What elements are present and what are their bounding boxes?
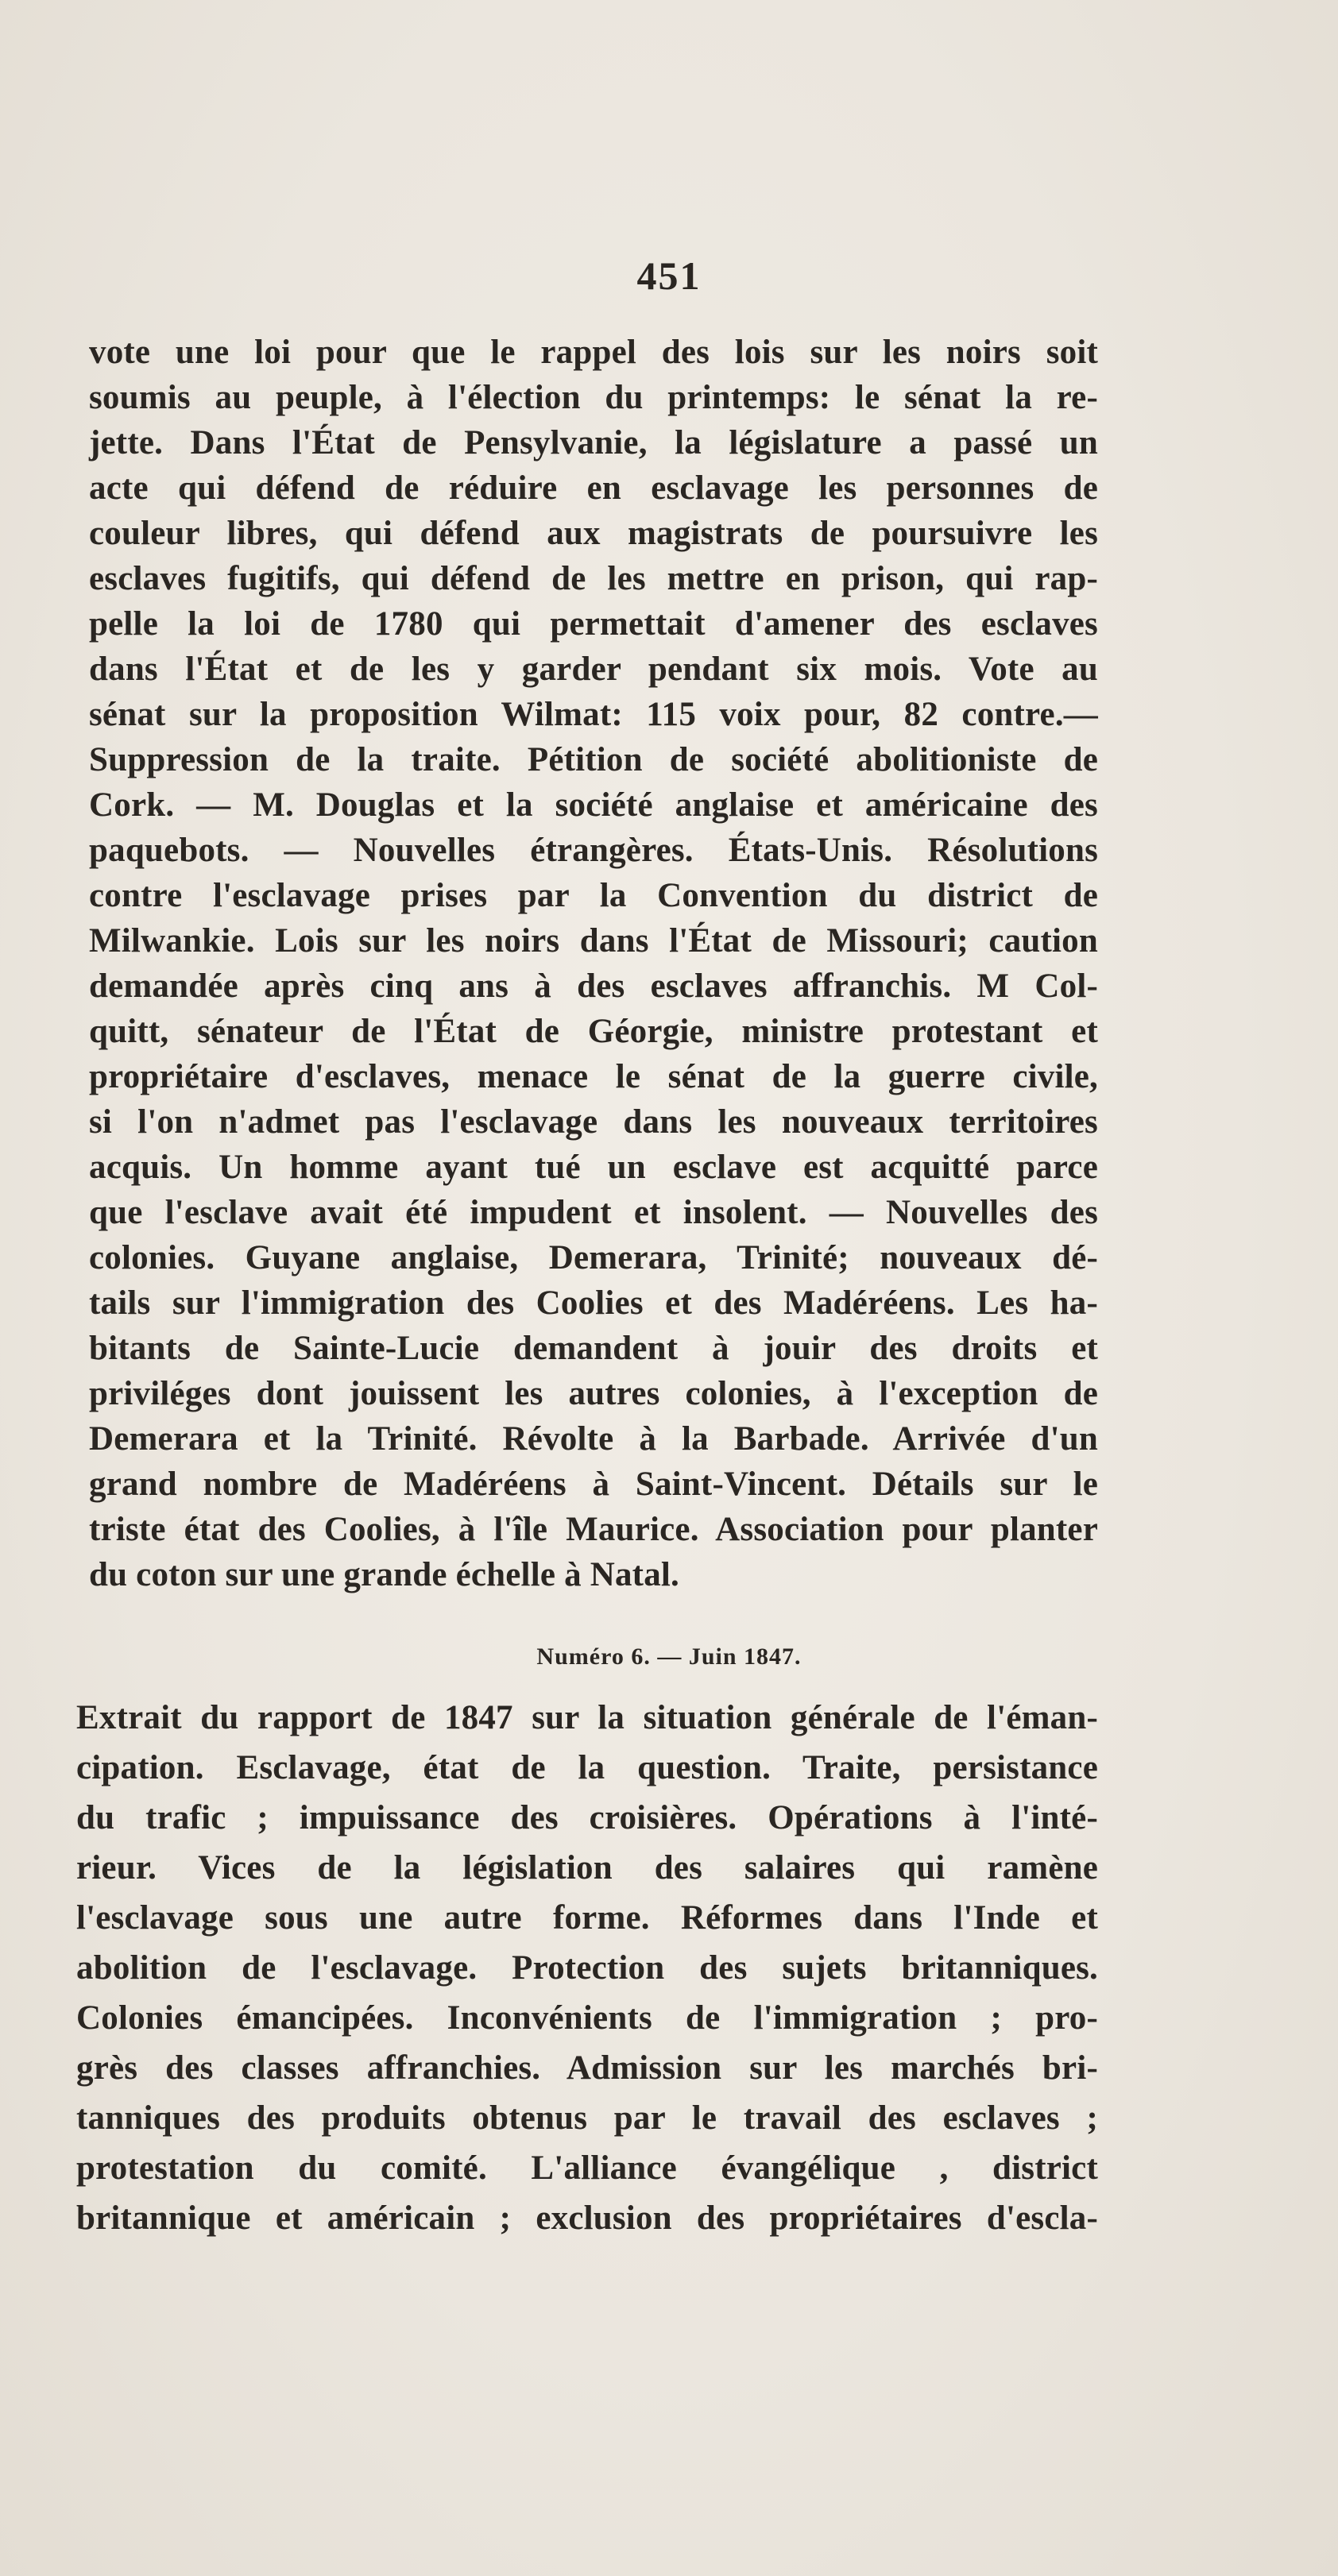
text-line: dans l'État et de les y garder pendant six mois. Vote au [89,651,1098,688]
text-line: protestation du comité. L'alliance évangélique , district [76,2149,1098,2187]
text-line: si l'on n'admet pas l'esclavage dans les nouveaux territoires [89,1103,1098,1141]
text-line: quitt, sénateur de l'État de Géorgie, ministre protestant et [89,1013,1098,1050]
text-line: l'esclavage sous une autre forme. Réformes dans l'Inde et [76,1899,1098,1937]
text-line: Colonies émancipées. Inconvénients de l'immigration ; pro- [76,1999,1098,2037]
text-line: colonies. Guyane anglaise, Demerara, Trinité; nouveaux dé- [89,1239,1098,1276]
text-line: priviléges dont jouissent les autres colonies, à l'exception de [89,1375,1098,1412]
text-line: cipation. Esclavage, état de la question. Traite, persistance [76,1749,1098,1786]
text-line: Extrait du rapport de 1847 sur la situation générale de l'éman- [76,1699,1098,1736]
text-line: abolition de l'esclavage. Protection des sujets britanniques. [76,1949,1098,1987]
text-line: rieur. Vices de la législation des salaires qui ramène [76,1849,1098,1887]
text-line: grand nombre de Madéréens à Saint-Vincent. Détails sur le [89,1466,1098,1503]
text-line: demandée après cinq ans à des esclaves affranchis. M Col- [89,967,1098,1005]
text-line: grès des classes affranchies. Admission sur les marchés bri- [76,2049,1098,2087]
text-line: Milwankie. Lois sur les noirs dans l'État de Missouri; caution [89,922,1098,960]
text-line: acte qui défend de réduire en esclavage les personnes de [89,469,1098,507]
text-line: couleur libres, qui défend aux magistrats de poursuivre les [89,515,1098,552]
text-line: que l'esclave avait été impudent et insolent. — Nouvelles des [89,1194,1098,1231]
text-line: bitants de Sainte-Lucie demandent à jouir des droits et [89,1330,1098,1367]
text-line: Demerara et la Trinité. Révolte à la Barbade. Arrivée d'un [89,1420,1098,1458]
text-line: vote une loi pour que le rappel des lois sur les noirs soit [89,334,1098,371]
text-line: contre l'esclavage prises par la Convention du district de [89,877,1098,914]
text-line: soumis au peuple, à l'élection du printemps: le sénat la re- [89,379,1098,416]
text-line: sénat sur la proposition Wilmat: 115 voix pour, 82 contre.— [89,696,1098,733]
text-line: paquebots. — Nouvelles étrangères. États-Unis. Résolutions [89,832,1098,869]
text-line: jette. Dans l'État de Pensylvanie, la législature a passé un [89,424,1098,462]
text-line: du trafic ; impuissance des croisières. Opérations à l'inté- [76,1799,1098,1836]
text-line: acquis. Un homme ayant tué un esclave est acquitté parce [89,1149,1098,1186]
text-line: britannique et américain ; exclusion des propriétaires d'escla- [76,2199,1098,2237]
text-line: esclaves fugitifs, qui défend de les mettre en prison, qui rap- [89,560,1098,597]
text-line: tails sur l'immigration des Coolies et des Madéréens. Les ha- [89,1284,1098,1322]
issue-heading: Numéro 6. — Juin 1847. [536,1643,802,1670]
text-line: propriétaire d'esclaves, menace le sénat de la guerre civile, [89,1058,1098,1095]
page-number: 451 [636,253,702,298]
text-line: pelle la loi de 1780 qui permettait d'amener des esclaves [89,605,1098,643]
text-line: Suppression de la traite. Pétition de société abolitioniste de [89,741,1098,778]
text-line: Cork. — M. Douglas et la société anglaise et américaine des [89,786,1098,824]
text-line: triste état des Coolies, à l'île Maurice. Association pour planter [89,1511,1098,1548]
text-line: du coton sur une grande échelle à Natal. [89,1556,679,1593]
text-line: tanniques des produits obtenus par le travail des esclaves ; [76,2099,1098,2137]
